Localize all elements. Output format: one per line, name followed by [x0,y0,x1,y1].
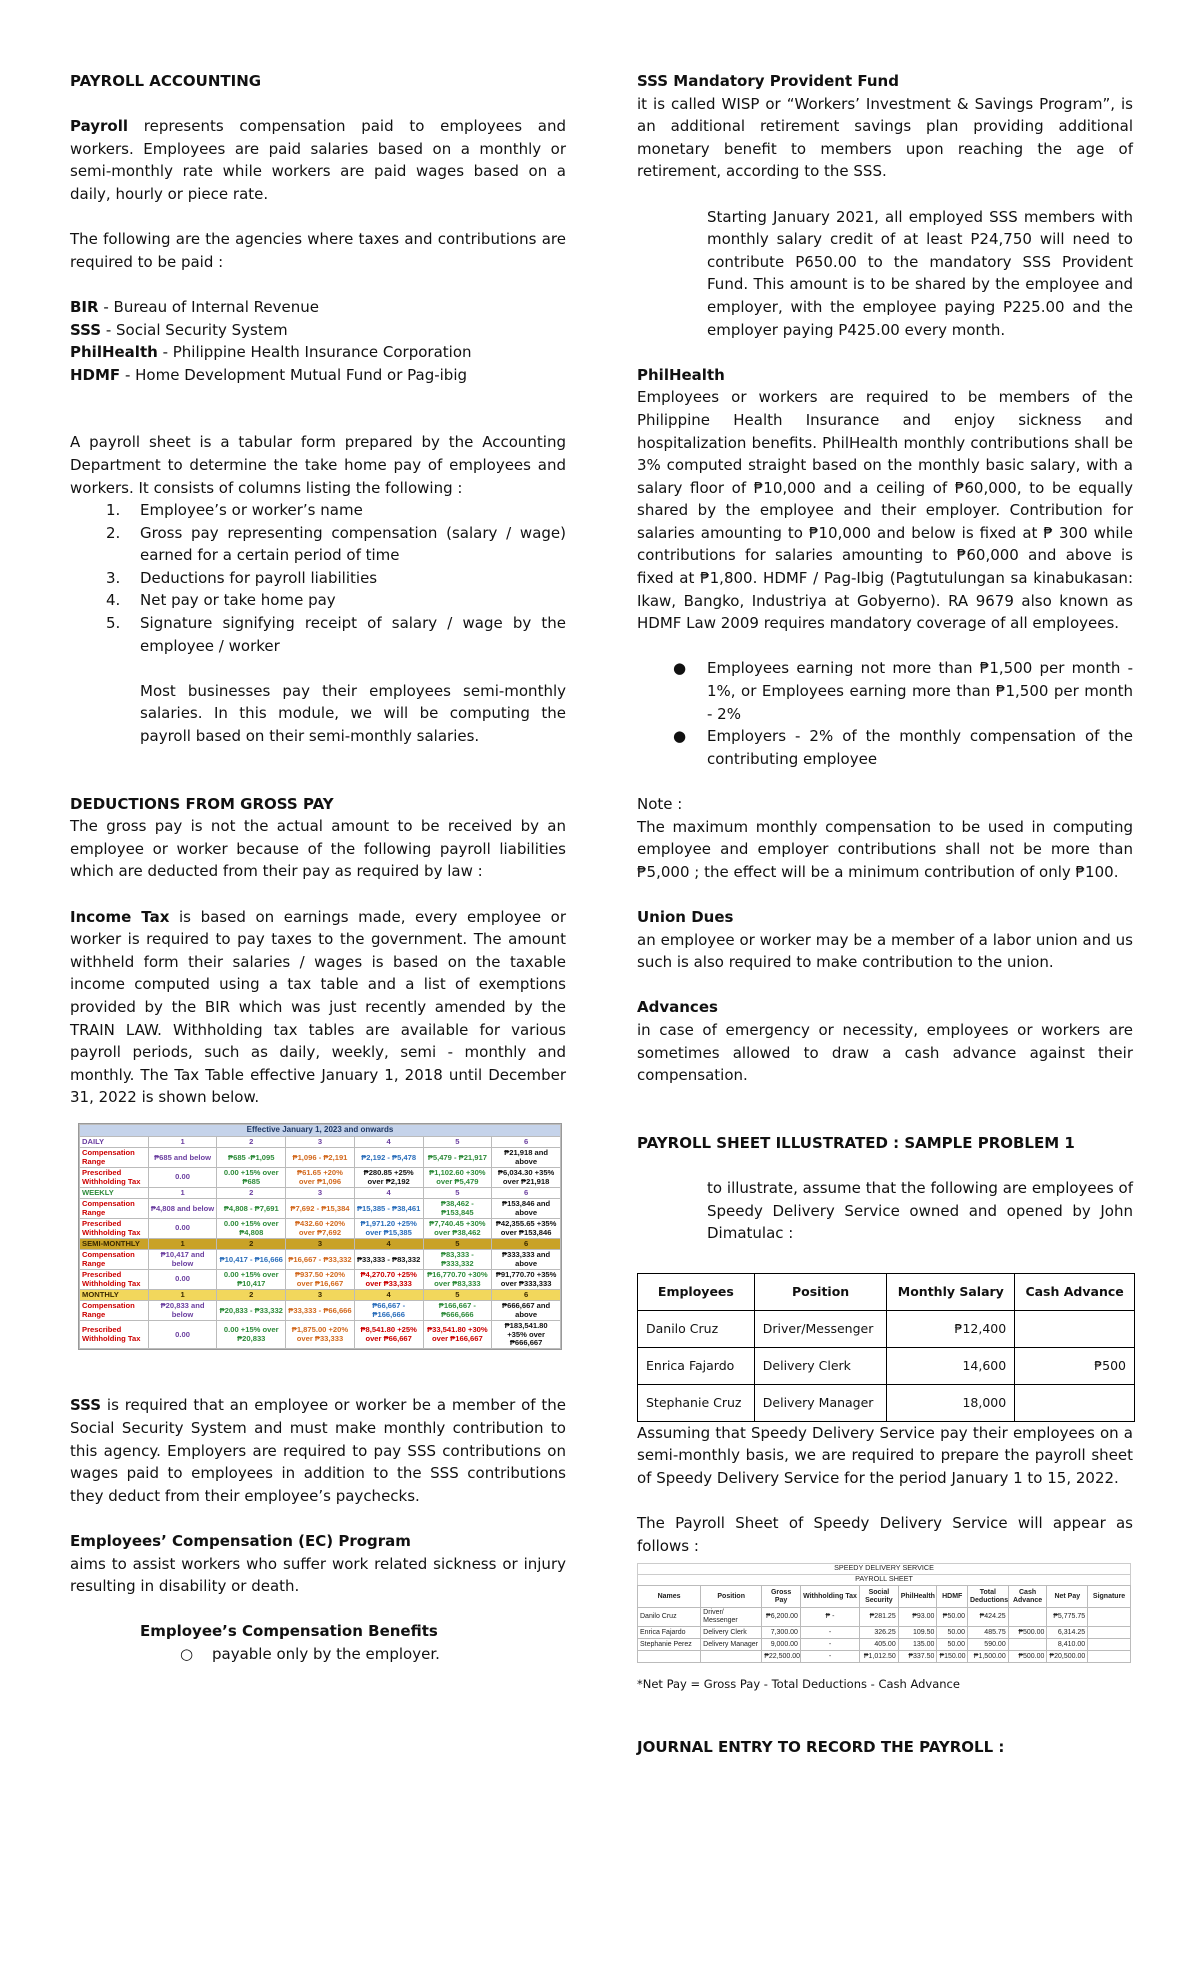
bracket-number: 3 [286,1239,355,1250]
payroll-sheet-intro: A payroll sheet is a tabular form prepared by the Accounting Department to determine the take home pay of employees and workers. It consists of columns listing the following : [70,433,566,497]
table-cell: - [800,1639,859,1651]
sss-text: is required that an employee or worker be a member of the Social Security System and must make monthly contribution to this agency. Employers are required to pay SSS contributions on wages paid to employees in addition to the SSS contributions they deduct from their employee’s paychecks. [70,1396,566,1505]
table-cell: ₱21,918 and above [492,1148,561,1168]
list-text: Employers - 2% of the monthly compensation of the contributing employee [707,727,1133,768]
right-column [637,70,1133,1758]
sample-intro: to illustrate, assume that the following are employees of Speedy Delivery Service owned and opened by John Dimatulac : [707,1178,1133,1243]
table-cell: - [800,1627,859,1639]
list-text: Net pay or take home pay [140,591,336,610]
list-item [637,725,1133,770]
agencies-list [70,296,566,386]
net-pay-note: *Net Pay = Gross Pay - Total Deductions - Cash Advance [637,1677,960,1692]
ec-text: aims to assist workers who suffer work related sickness or injury resulting in disability or death. [70,1554,566,1596]
table-cell: ₱16,770.70 +30% over ₱83,333 [423,1270,492,1290]
table-cell: 8,410.00 [1047,1639,1088,1651]
agency-item [70,319,566,342]
table-cell: 0.00 +15% over ₱685 [217,1168,286,1188]
philhealth-heading: PhilHealth [637,365,725,384]
table-cell [1088,1651,1131,1663]
table-cell: ₱ - [800,1608,859,1627]
table-cell [638,1651,701,1663]
row-label: Prescribed Withholding Tax [80,1219,149,1239]
table-cell: ₱61.65 +20% over ₱1,096 [286,1168,355,1188]
agency-item [70,364,566,387]
agency-abbr: HDMF [70,365,121,384]
period-label: DAILY [80,1136,149,1147]
table-cell: 0.00 +15% over ₱10,417 [217,1270,286,1290]
list-number: 3. [106,568,121,587]
table-cell: 326.25 [860,1627,899,1639]
bracket-number: 3 [286,1187,355,1198]
payroll-sheet [637,1563,1131,1663]
column-header: Employees [638,1273,755,1310]
journal-entry-heading: JOURNAL ENTRY TO RECORD THE PAYROLL : [637,1737,1005,1756]
table-cell: ₱685 and below [148,1148,217,1168]
table-cell [1088,1608,1131,1627]
tax-table-title: Effective January 1, 2023 and onwards [80,1124,561,1136]
bracket-number: 1 [148,1187,217,1198]
agency-name: - Philippine Health Insurance Corporation [157,343,472,362]
column-header: Withholding Tax [800,1586,859,1608]
ec-benefits-item [70,1643,566,1666]
table-cell [1008,1639,1047,1651]
table-cell: ₱15,385 - ₱38,461 [354,1199,423,1219]
table-cell: ₱337.50 [898,1651,937,1663]
table-cell: ₱66,667 - ₱166,666 [354,1301,423,1321]
bracket-number: 4 [354,1290,423,1301]
contribution-bullets [637,657,1133,770]
agency-abbr: BIR [70,297,99,316]
list-text: Deductions for payroll liabilities [140,568,378,587]
agency-name: - Social Security System [101,320,288,339]
philhealth-text: Employees or workers are required to be members of the Philippine Health Insurance and enjoy sickness and hospitalization benefits. PhilHealth monthly contributions shall be 3% computed straight based on the monthly basic salary, with a salary floor of ₱10,000 and a ceiling of ₱60,000, to be equally shared by the employee and their employer. Contribution for salaries amounting to ₱10,000 and below is fixed at ₱ 300 while contributions for salaries amounting to ₱60,000 and above is fixed at ₱1,800. HDMF / Pag-Ibig (Pagtutulungan sa kinabukasan: Ikaw, Bangko, Industriya at Gobyerno). RA 9679 also known as HDMF Law 2009 requires mandatory coverage of all employees. [637,388,1133,633]
list-number: 4. [106,591,121,610]
table-row [638,1310,1135,1347]
table-cell: ₱7,740.45 +30% over ₱38,462 [423,1219,492,1239]
table-cell: ₱1,102.60 +30% over ₱5,479 [423,1168,492,1188]
list-item [70,522,566,567]
table-cell: ₱937.50 +20% over ₱16,667 [286,1270,355,1290]
bracket-number: 1 [148,1136,217,1147]
column-header: Total Deductions [967,1586,1008,1608]
table-cell: ₱10,417 - ₱16,666 [217,1250,286,1270]
table-total-row [638,1651,1131,1663]
row-label: Prescribed Withholding Tax [80,1168,149,1188]
table-cell: Delivery Manager [754,1384,887,1421]
table-cell [701,1651,762,1663]
list-item [70,567,566,590]
page-title: PAYROLL ACCOUNTING [70,72,262,90]
bracket-number: 2 [217,1290,286,1301]
table-cell: ₱33,541.80 +30% over ₱166,667 [423,1321,492,1349]
wisp-text: it is called WISP or “Workers’ Investment & Savings Program”, is an additional retirement savings plan providing additional monetary benefit to members upon reaching the age of retirement, according to the SSS. [637,94,1133,181]
bullet-icon: ● [673,659,687,678]
table-cell: ₱20,500.00 [1047,1651,1088,1663]
table-cell: ₱4,808 - ₱7,691 [217,1199,286,1219]
income-tax-term: Income Tax [70,907,170,926]
row-label: Prescribed Withholding Tax [80,1270,149,1290]
bracket-number: 6 [492,1290,561,1301]
list-number: 1. [106,501,121,520]
employees-table [637,1273,1135,1422]
table-cell: 50.00 [937,1639,968,1651]
table-cell: 135.00 [898,1639,937,1651]
tax-table [78,1123,562,1351]
payroll-definition [70,115,566,205]
table-cell: 405.00 [860,1639,899,1651]
payroll-sheet-company: SPEEDY DELIVERY SERVICE [637,1563,1131,1574]
table-cell: ₱2,192 - ₱5,478 [354,1148,423,1168]
column-header: Cash Advance [1015,1273,1135,1310]
row-label: Compensation Range [80,1250,149,1270]
table-cell: 50.00 [937,1627,968,1639]
table-cell: Stephanie Perez [638,1639,701,1651]
agency-name: - Bureau of Internal Revenue [98,297,319,316]
agency-abbr: SSS [70,320,102,339]
bracket-number: 4 [354,1187,423,1198]
table-cell: ₱93.00 [898,1608,937,1627]
table-cell: Enrica Fajardo [638,1347,755,1384]
table-cell: 9,000.00 [762,1639,801,1651]
advances-text: in case of emergency or necessity, employees or workers are sometimes allowed to draw a cash advance against their compensation. [637,1020,1133,1085]
table-cell: 0.00 [148,1270,217,1290]
table-cell: ₱50.00 [937,1608,968,1627]
period-label: WEEKLY [80,1187,149,1198]
agency-item [70,341,566,364]
column-header: Position [701,1586,762,1608]
table-cell: Danilo Cruz [638,1608,701,1627]
column-header: Cash Advance [1008,1586,1047,1608]
table-cell: ₱20,833 - ₱33,332 [217,1301,286,1321]
table-cell: ₱33,333 - ₱83,332 [354,1250,423,1270]
column-header: Social Security [860,1586,899,1608]
table-cell: ₱12,400 [887,1310,1015,1347]
table-row [638,1627,1131,1639]
table-cell: 0.00 [148,1219,217,1239]
table-cell [1015,1384,1135,1421]
wisp-detail: Starting January 2021, all employed SSS members with monthly salary credit of at least P24,750 will need to contribute P650.00 to the mandatory SSS Provident Fund. This amount is to be shared by the employee and employer, with the employee paying P225.00 and the employer paying P425.00 every month. [707,207,1133,339]
bracket-number: 5 [423,1187,492,1198]
table-cell: 6,314.25 [1047,1627,1088,1639]
table-row [638,1639,1131,1651]
bracket-number: 3 [286,1290,355,1301]
bracket-number: 1 [148,1290,217,1301]
table-cell: ₱4,270.70 +25% over ₱33,333 [354,1270,423,1290]
table-cell: ₱10,417 and below [148,1250,217,1270]
list-text: Employees earning not more than ₱1,500 per month - 1%, or Employees earning more than ₱1,500 per month - 2% [707,659,1133,723]
table-cell [1088,1627,1131,1639]
list-number: 5. [106,614,121,633]
table-cell: ₱1,875.00 +20% over ₱33,333 [286,1321,355,1349]
table-cell: ₱150.00 [937,1651,968,1663]
table-cell: 0.00 +15% over ₱20,833 [217,1321,286,1349]
table-cell: ₱5,775.75 [1047,1608,1088,1627]
ec-heading: Employees’ Compensation (EC) Program [70,1532,411,1551]
table-cell: ₱16,667 - ₱33,332 [286,1250,355,1270]
bullet-icon: ● [673,727,687,746]
list-item [70,589,566,612]
table-cell: ₱38,462 - ₱153,845 [423,1199,492,1219]
assume-text: Assuming that Speedy Delivery Service pay their employees on a semi-monthly basis, we are required to prepare the payroll sheet of Speedy Delivery Service for the period January 1 to 15, 2022. [637,1423,1133,1487]
table-cell: ₱7,692 - ₱15,384 [286,1199,355,1219]
bracket-number: 3 [286,1136,355,1147]
bracket-number: 5 [423,1136,492,1147]
column-header: Net Pay [1047,1586,1088,1608]
table-cell: ₱1,096 - ₱2,191 [286,1148,355,1168]
deductions-text: The gross pay is not the actual amount to be received by an employee or worker because of the following payroll liabilities which are deducted from their pay as required by law : [70,817,566,881]
list-text: Signature signifying receipt of salary / wage by the employee / worker [140,614,566,655]
table-cell: ₱424.25 [967,1608,1008,1627]
row-label: Compensation Range [80,1148,149,1168]
table-cell: Driver/ Messenger [701,1608,762,1627]
table-cell: ₱432.60 +20% over ₱7,692 [286,1219,355,1239]
advances-heading: Advances [637,998,718,1017]
note-text: The maximum monthly compensation to be used in computing employee and employer contributions shall not be more than ₱5,000 ; the effect will be a minimum contribution of only ₱100. [637,817,1133,881]
bracket-number: 5 [423,1239,492,1250]
list-item [70,499,566,522]
table-cell: 0.00 [148,1321,217,1349]
period-label: SEMI-MONTHLY [80,1239,149,1250]
table-cell: Driver/Messenger [754,1310,887,1347]
table-cell: 7,300.00 [762,1627,801,1639]
table-cell [1015,1310,1135,1347]
table-cell [1008,1608,1047,1627]
ec-benefit-text: payable only by the employer. [212,1645,440,1663]
period-label: MONTHLY [80,1290,149,1301]
table-cell: ₱8,541.80 +25% over ₱66,667 [354,1321,423,1349]
agencies-intro: The following are the agencies where taxes and contributions are required to be paid : [70,230,566,271]
table-cell: ₱280.85 +25% over ₱2,192 [354,1168,423,1188]
table-cell [1088,1639,1131,1651]
sample-problem-heading: PAYROLL SHEET ILLUSTRATED : SAMPLE PROBLEM 1 [637,1133,1075,1152]
column-header: Position [754,1273,887,1310]
agency-abbr: PhilHealth [70,343,158,362]
note-label: Note : [637,795,683,813]
income-tax-text: is based on earnings made, every employee or worker is required to pay taxes to the government. The amount withheld form their salaries / wages is based on the taxable income computed using a tax table and a list of exemptions provided by the BIR which was just recently amended by the TRAIN LAW. Withholding tax tables are available for various payroll periods, such as daily, weekly, semi - monthly and monthly. The Tax Table effective January 1, 2018 until December 31, 2022 is shown below. [70,907,567,1107]
sss-paragraph [70,1394,566,1507]
table-cell: 18,000 [887,1384,1015,1421]
agency-name: - Home Development Mutual Fund or Pag-ibig [120,365,468,384]
table-cell: ₱166,667 - ₱666,666 [423,1301,492,1321]
table-cell: Enrica Fajardo [638,1627,701,1639]
list-number: 2. [106,523,121,542]
list-text: Gross pay representing compensation (salary / wage) earned for a certain period of time [140,523,566,565]
agency-item [70,296,566,319]
circle-bullet-icon: ○ [180,1645,194,1663]
column-header: HDMF [937,1586,968,1608]
union-heading: Union Dues [637,907,734,926]
deductions-heading: DEDUCTIONS FROM GROSS PAY [70,794,334,813]
table-cell: Delivery Manager [701,1639,762,1651]
payroll-term: Payroll [70,117,129,136]
payroll-sheet-title: PAYROLL SHEET [637,1574,1131,1585]
table-cell: ₱281.25 [860,1608,899,1627]
left-column [70,70,566,1666]
ec-benefits-heading: Employee’s Compensation Benefits [140,1622,438,1641]
table-cell: ₱1,971.20 +25% over ₱15,385 [354,1219,423,1239]
table-row [638,1384,1135,1421]
column-header: Gross Pay [762,1586,801,1608]
table-cell: ₱33,333 - ₱66,666 [286,1301,355,1321]
table-header-row [638,1586,1131,1608]
list-text: Employee’s or worker’s name [140,501,363,520]
table-cell: Stephanie Cruz [638,1384,755,1421]
table-cell: 590.00 [967,1639,1008,1651]
table-cell: 0.00 [148,1168,217,1188]
payroll-sheet-columns-list [70,499,566,657]
table-cell: ₱5,479 - ₱21,917 [423,1148,492,1168]
table-row [638,1608,1131,1627]
table-cell: ₱666,667 and above [492,1301,561,1321]
table-cell: 0.00 +15% over ₱4,808 [217,1219,286,1239]
table-cell: ₱1,500.00 [967,1651,1008,1663]
bracket-number: 2 [217,1239,286,1250]
payroll-definition-text: represents compensation paid to employees and workers. Employees are paid salaries based on a monthly or semi-monthly rate while workers are paid wages based on a daily, hourly or piece rate. [70,117,566,203]
row-label: Compensation Range [80,1301,149,1321]
column-header: PhilHealth [898,1586,937,1608]
bracket-number: 5 [423,1290,492,1301]
row-label: Prescribed Withholding Tax [80,1321,149,1349]
table-cell: ₱4,808 and below [148,1199,217,1219]
bracket-number: 4 [354,1136,423,1147]
table-cell: ₱20,833 and below [148,1301,217,1321]
table-cell: ₱42,355.65 +35% over ₱153,846 [492,1219,561,1239]
table-cell: 485.75 [967,1627,1008,1639]
column-header: Monthly Salary [887,1273,1015,1310]
table-cell: ₱6,200.00 [762,1608,801,1627]
table-cell: ₱183,541.80 +35% over ₱666,667 [492,1321,561,1349]
bracket-number: 4 [354,1239,423,1250]
table-cell: ₱500.00 [1008,1627,1047,1639]
column-header: Signature [1088,1586,1131,1608]
table-cell: ₱22,500.00 [762,1651,801,1663]
bracket-number: 2 [217,1187,286,1198]
bracket-number: 6 [492,1239,561,1250]
table-cell: ₱500.00 [1008,1651,1047,1663]
row-label: Compensation Range [80,1199,149,1219]
union-text: an employee or worker may be a member of a labor union and us such is also required to make contribution to the union. [637,930,1133,972]
bracket-number: 6 [492,1187,561,1198]
table-cell: ₱500 [1015,1347,1135,1384]
list-item [70,612,566,657]
table-cell: ₱153,846 and above [492,1199,561,1219]
table-cell: 109.50 [898,1627,937,1639]
table-cell: ₱83,333 - ₱333,332 [423,1250,492,1270]
table-cell: 14,600 [887,1347,1015,1384]
semi-monthly-note: Most businesses pay their employees semi-monthly salaries. In this module, we will be computing the payroll based on their semi-monthly salaries. [140,681,566,746]
wisp-heading: SSS Mandatory Provident Fund [637,72,899,90]
column-header: Names [638,1586,701,1608]
list-item [637,657,1133,725]
table-cell: Danilo Cruz [638,1310,755,1347]
table-cell: ₱333,333 and above [492,1250,561,1270]
sss-term: SSS [70,1396,102,1415]
table-cell: ₱1,012.50 [860,1651,899,1663]
table-header-row [638,1273,1135,1310]
table-cell: Delivery Clerk [754,1347,887,1384]
appear-text: The Payroll Sheet of Speedy Delivery Service will appear as follows : [637,1514,1133,1555]
table-cell: ₱91,770.70 +35% over ₱333,333 [492,1270,561,1290]
table-cell: - [800,1651,859,1663]
bracket-number: 1 [148,1239,217,1250]
income-tax-paragraph [70,906,566,1109]
table-cell: ₱685 -₱1,095 [217,1148,286,1168]
bracket-number: 2 [217,1136,286,1147]
table-cell: Delivery Clerk [701,1627,762,1639]
table-row [638,1347,1135,1384]
bracket-number: 6 [492,1136,561,1147]
table-cell: ₱6,034.30 +35% over ₱21,918 [492,1168,561,1188]
